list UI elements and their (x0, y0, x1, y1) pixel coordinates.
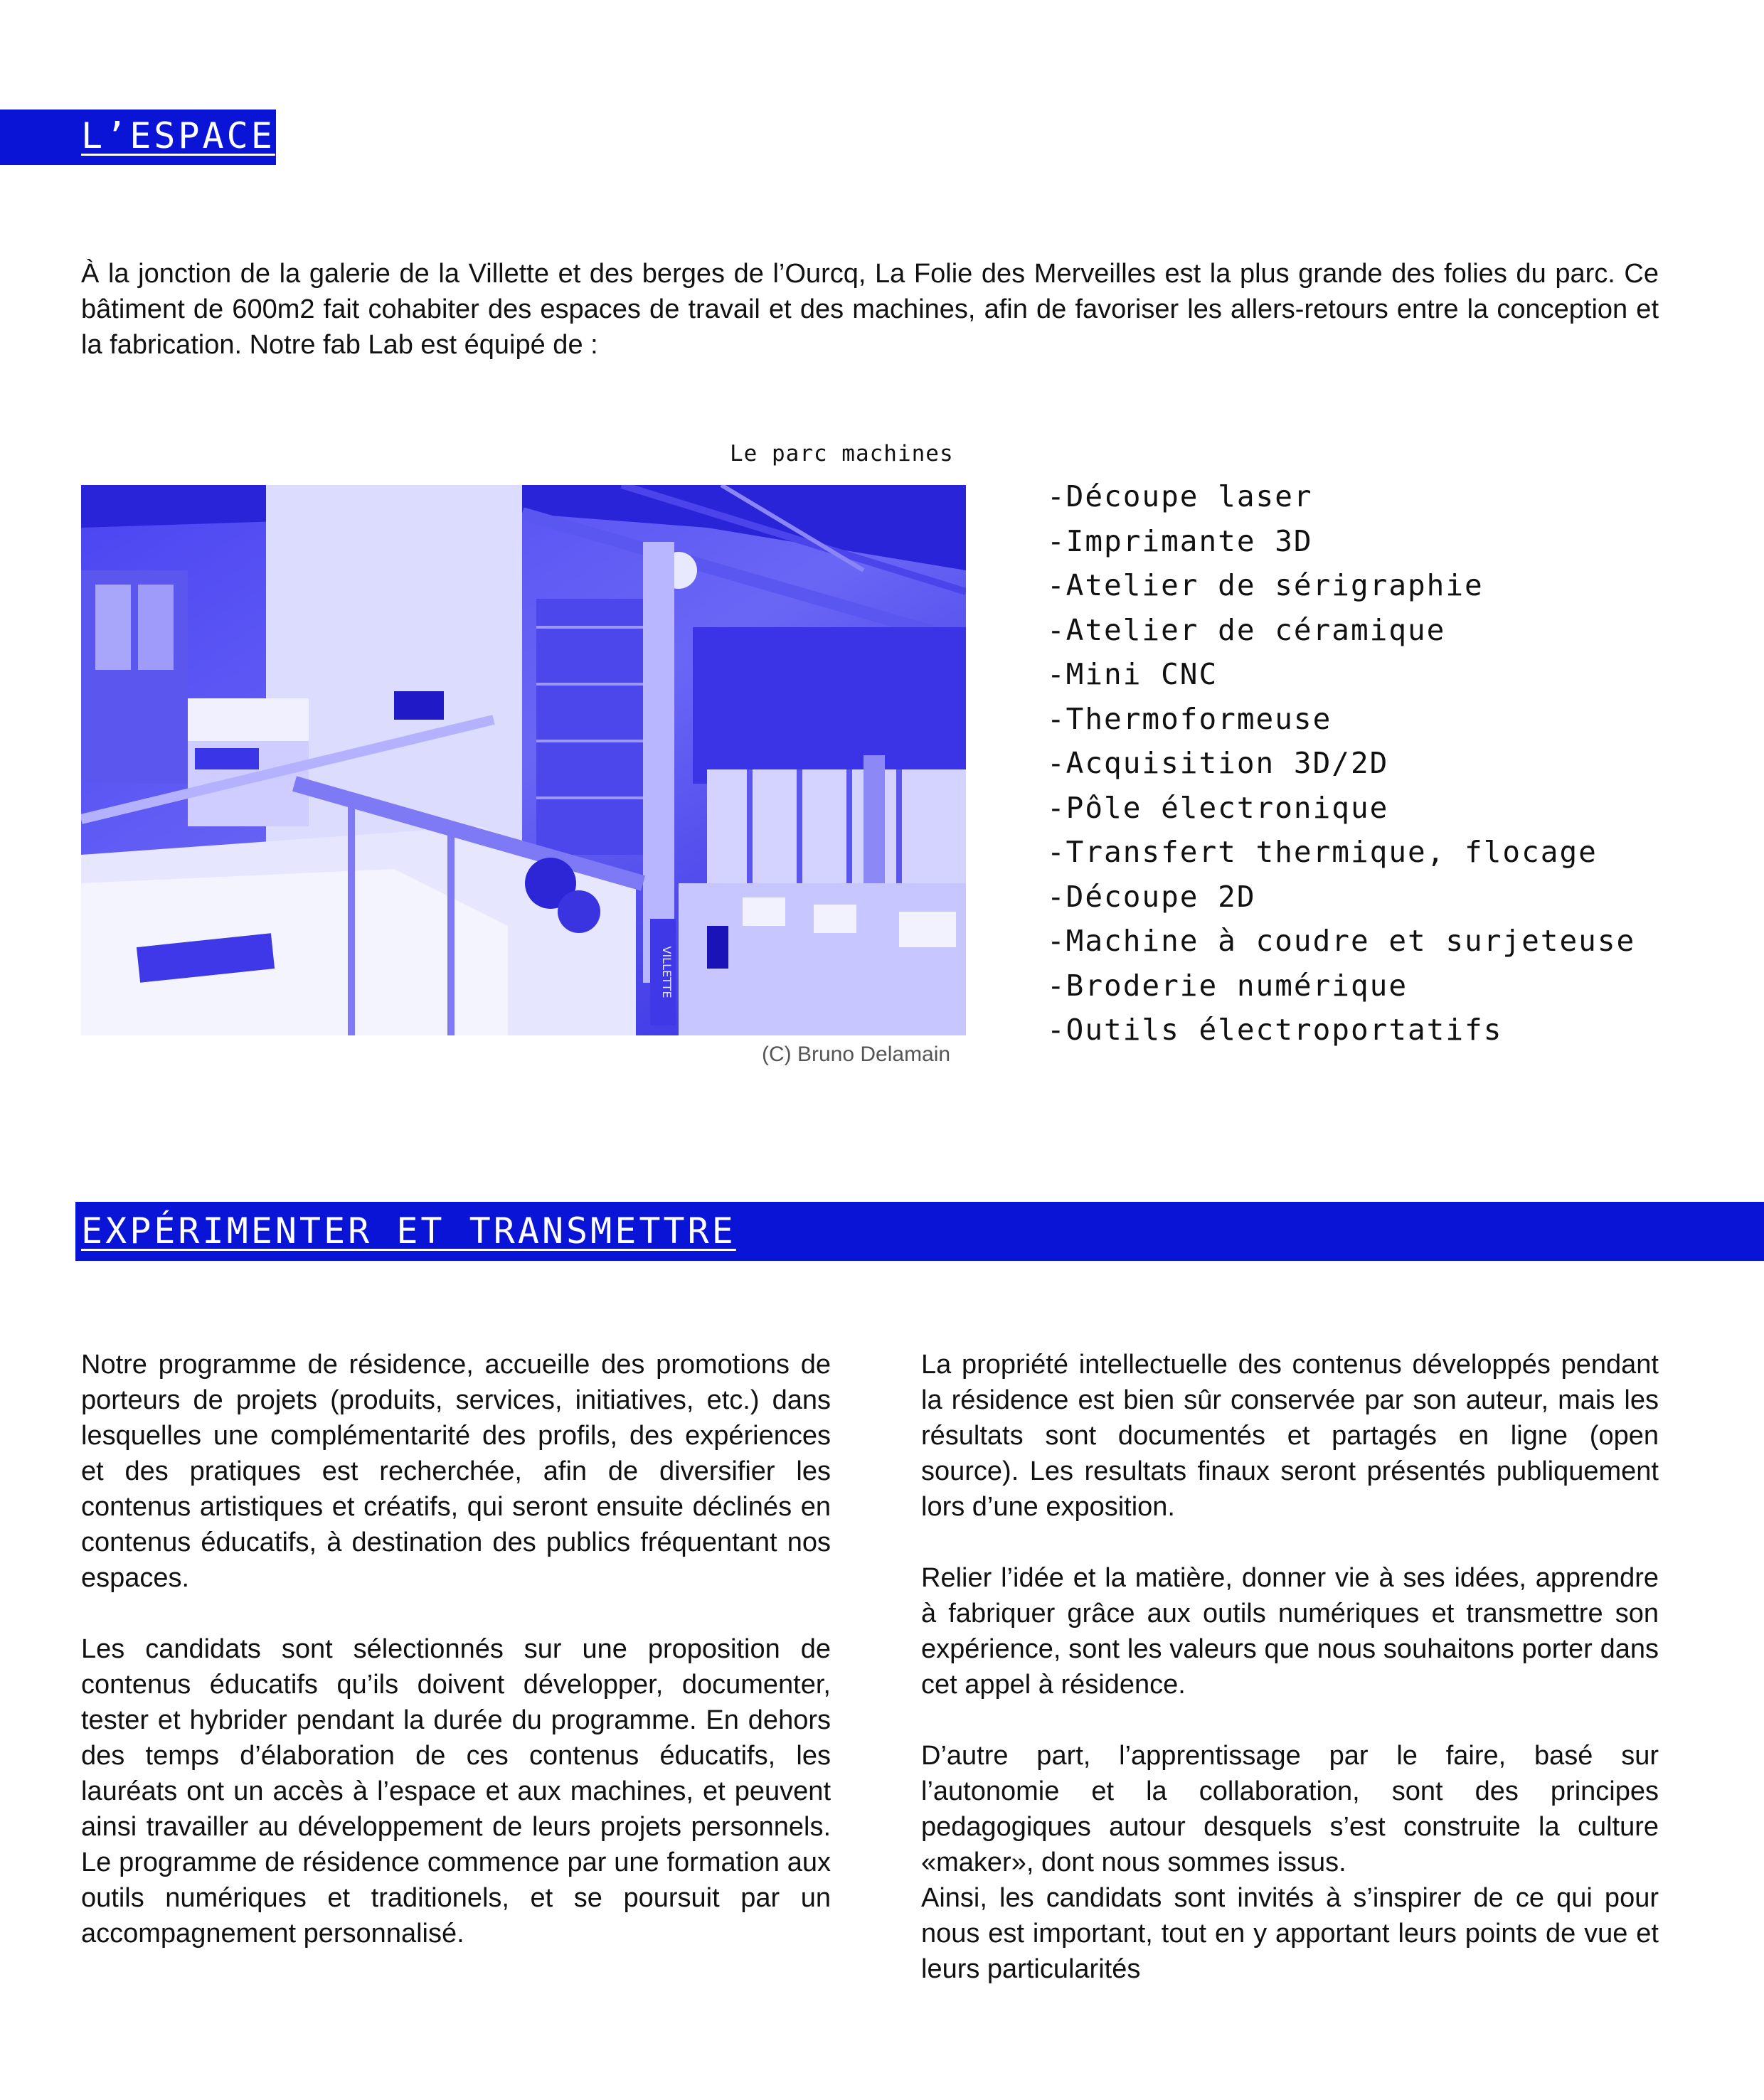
machine-item: -Découpe 2D (1047, 879, 1256, 914)
machine-item: -Machine à coudre et surjeteuse (1047, 924, 1636, 958)
machines-list (1047, 474, 1635, 1052)
intro-text: À la jonction de la galerie de la Villette et des berges de l’Ourcq, La Folie des Merveilles est la plus grande des folies du parc. Ce bâtiment de 600m2 fait cohabiter des espaces de travail et des machines, afin de favoriser les allers-retours entre la conception et la fabrication. Notre fab Lab est équipé de : (81, 259, 1659, 360)
intro-paragraph (81, 256, 1659, 363)
machine-item: -Thermoformeuse (1047, 701, 1332, 736)
machine-item: -Imprimante 3D (1047, 523, 1313, 558)
photo-credit: (C) Bruno Delamain (762, 1043, 951, 1066)
right-paragraph-1: La propriété intellectuelle des contenus développés pendant la résidence est bien sûr conservée par son auteur, mais les résultats sont documentés et partagés en ligne (open source). Les resultats finaux seront présentés publiquement lors d’une exposition. (921, 1350, 1659, 1522)
left-paragraph-1: Notre programme de résidence, accueille des promotions de porteurs de projets (produits, services, initiatives, etc.) dans lesquelles une complémentarité des profils, des expériences et des pratiques est recherchée, afin de diversifier les contenus artistiques et créatifs, qui seront ensuite déclinés en contenus éducatifs, à destination des publics fréquentant nos espaces. (81, 1350, 831, 1593)
machine-item: -Outils électroportatifs (1047, 1013, 1503, 1047)
photo-sign-text: VILLETTE (660, 946, 674, 998)
right-paragraph-2: Relier l’idée et la matière, donner vie à ses idées, apprendre à fabriquer grâce aux outils numériques et transmettre son expérience, sont les valeurs que nous souhaitons porter dans cet appel à résidence. (921, 1563, 1659, 1700)
machine-item: -Broderie numérique (1047, 968, 1408, 1003)
machine-item: -Atelier de sérigraphie (1047, 568, 1484, 602)
section-title-experimenter: EXPÉRIMENTER ET TRANSMETTRE (81, 1210, 736, 1252)
left-column (81, 1347, 831, 1951)
machine-item: -Mini CNC (1047, 657, 1218, 691)
fablab-photo (81, 485, 966, 1035)
figure-caption: Le parc machines (730, 441, 954, 467)
machine-item: -Pôle électronique (1047, 790, 1389, 825)
machine-item: -Transfert thermique, flocage (1047, 835, 1598, 869)
section-title-espace: L’ESPACE (81, 115, 275, 156)
right-paragraph-4: Ainsi, les candidats sont invités à s’inspirer de ce qui pour nous est important, tout en y apportant leurs points de vue et leurs particularités (921, 1883, 1659, 1984)
machine-item: -Découpe laser (1047, 479, 1313, 513)
machine-item: -Acquisition 3D/2D (1047, 746, 1389, 780)
left-paragraph-2: Les candidats sont sélectionnés sur une proposition de contenus éducatifs qu’ils doivent développer, documenter, tester et hybrider pendant la durée du programme. En dehors des temps d’élaboration de ces contenus éducatifs, les lauréats ont un accès à l’espace et aux machines, et peuvent ainsi travailler au développement de leurs projets personnels. Le programme de résidence commence par une formation aux outils numériques et traditionels, et se poursuit par un accompagnement personnalisé. (81, 1634, 831, 1949)
right-paragraph-3: D’autre part, l’apprentissage par le faire, basé sur l’autonomie et la collaboration, sont des principes pedagogiques autour desquels s’est construite la culture «maker», dont nous sommes issus. (921, 1741, 1659, 1877)
machine-item: -Atelier de céramique (1047, 612, 1446, 647)
right-column (921, 1347, 1659, 1987)
